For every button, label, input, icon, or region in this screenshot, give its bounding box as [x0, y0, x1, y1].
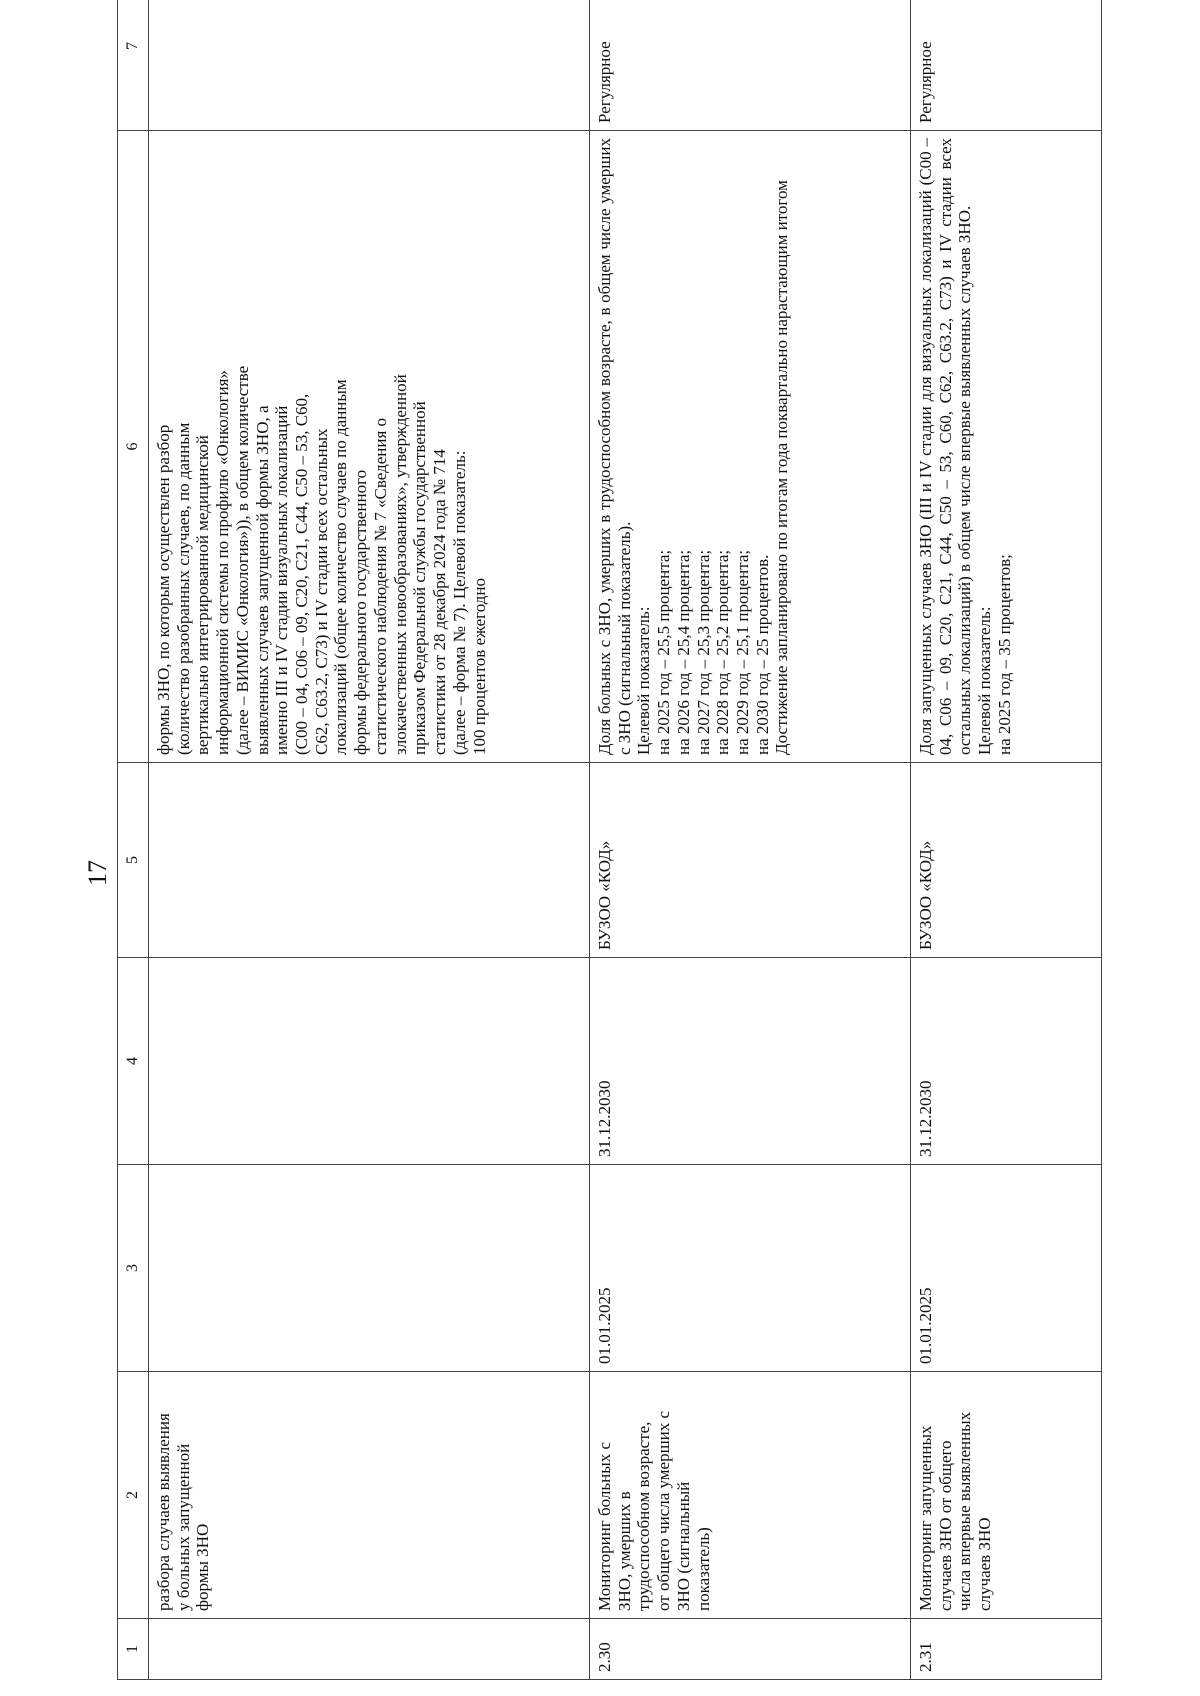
responsible [149, 763, 590, 958]
result-description [590, 131, 911, 763]
end-date: 31.12.2030 [911, 958, 1102, 1165]
start-date: 01.01.2025 [911, 1165, 1102, 1372]
table-row [149, 0, 590, 1680]
start-date [149, 1165, 590, 1372]
row-number: 2.30 [590, 1619, 911, 1680]
column-header-4: 4 [118, 958, 149, 1165]
event-type: Регулярное [590, 0, 911, 131]
column-header-2: 2 [118, 1372, 149, 1619]
table-row [590, 0, 911, 1680]
event-name: разбора случаев выявления у больных запущенной формы ЗНО [149, 1372, 590, 1619]
column-header-5: 5 [118, 763, 149, 958]
event-name: Мониторинг запущенных случаев ЗНО от общего числа впервые выявленных случаев ЗНО [911, 1372, 1102, 1619]
start-date: 01.01.2025 [590, 1165, 911, 1372]
event-name: Мониторинг больных с ЗНО, умерших в трудоспособном возрасте, от общего числа умерших с ЗНО (сигнальный показатель) [590, 1372, 911, 1619]
column-header-1: 1 [118, 1619, 149, 1680]
result-intro: Доля запущенных случаев ЗНО (III и IV стадии для визуальных локализаций (C00 – 04, C06 – 09, C20, C21, C44, C50 – 53, C60, C62, C63.2, C73) и IV стадии всех остальных локализаций) в общем числе впервые выявленных случаев ЗНО. [916, 138, 975, 755]
plan-table [117, 0, 1102, 1680]
column-header-7: 7 [118, 0, 149, 131]
responsible: БУЗОО «КОД» [590, 763, 911, 958]
result-note: Достижение запланировано по итогам года поквартально нарастающим итогом [772, 180, 792, 755]
event-type [149, 0, 590, 131]
column-header-6: 6 [118, 131, 149, 763]
result-targets: Целевой показатель: на 2025 год – 35 процентов; [975, 554, 1014, 755]
end-date [149, 958, 590, 1165]
responsible: БУЗОО «КОД» [911, 763, 1102, 958]
event-type: Регулярное [911, 0, 1102, 131]
rotated-table-container [117, 25, 1077, 1680]
result-targets: Целевой показатель: на 2025 год – 25,5 процента; на 2026 год – 25,4 процента; на 2027 год – 25,3 процента; на 2028 год – 25,2 процента; на 2029 год – 25,1 процента; на 2030 год – 25 процентов. [634, 549, 772, 755]
end-date: 31.12.2030 [590, 958, 911, 1165]
row-number: 2.31 [911, 1619, 1102, 1680]
row-number [149, 1619, 590, 1680]
column-header-3: 3 [118, 1165, 149, 1372]
table-header-row [118, 0, 149, 1680]
table-row [911, 0, 1102, 1680]
result-intro: Доля больных с ЗНО, умерших в трудоспособном возрасте, в общем числе умерших с ЗНО (сигнальный показатель). [595, 138, 634, 755]
page-number: 17 [83, 860, 112, 886]
result-description [911, 131, 1102, 763]
result-description: формы ЗНО, по которым осуществлен разбор (количество разобранных случаев, по данным вертикально интегрированной медицинской информационной системы по профилю «Онкология» (далее – ВИМИС «Онкология»)), в общем количестве выявленных случаев запущенной формы ЗНО, а именно III и IV стадии визуальных локализаций (C00 – 04, C06 – 09, C20, C21, C44, C50 – 53, C60, C62, C63.2, C73) и IV стадии всех остальных локализаций (общее количество случаев по данным формы федерального государственного статистического наблюдения № 7 «Сведения о злокачественных новообразованиях», утвержденной приказом Федеральной службы государственной статистики от 28 декабря 2024 года № 714 (далее – форма № 7). Целевой показатель: 100 процентов ежегодно [149, 131, 590, 763]
